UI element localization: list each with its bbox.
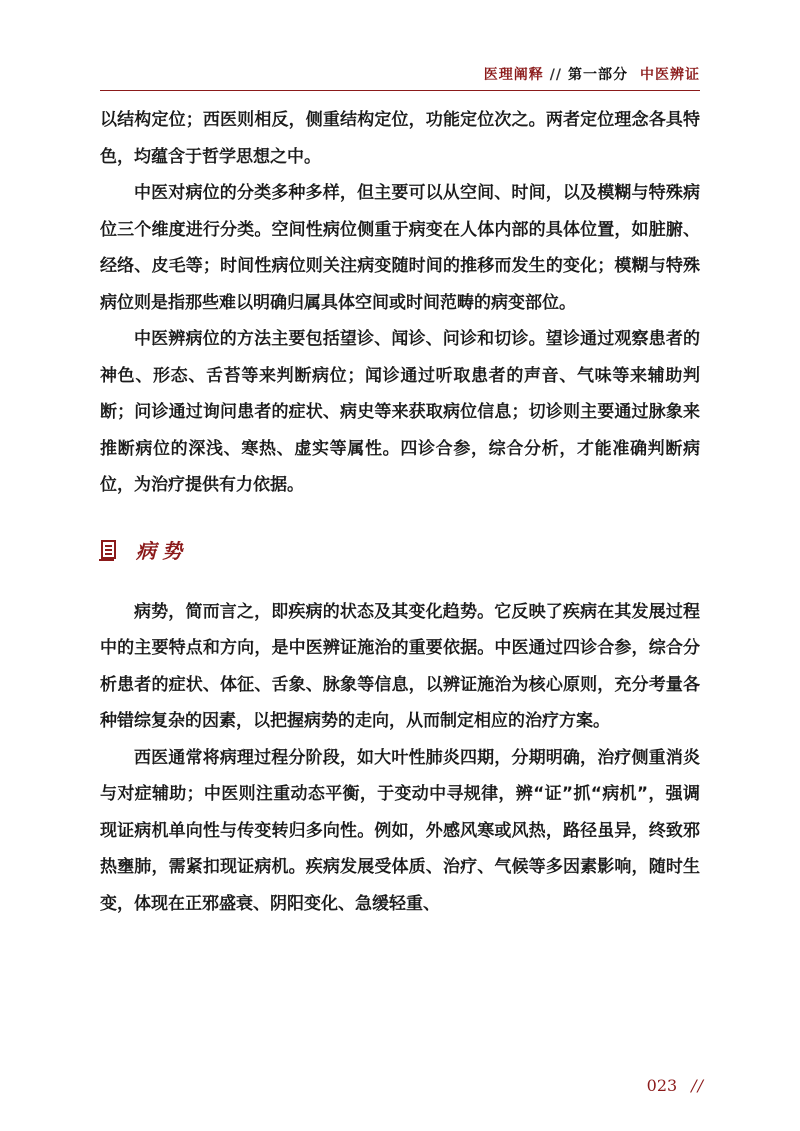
paragraph: 中医辨病位的方法主要包括望诊、闻诊、问诊和切诊。望诊通过观察患者的神色、形态、舌苔等来判断病位；闻诊通过听取患者的声音、气味等来辅助判断；问诊通过询问患者的症状、病史等来获取病位信息；切诊则主要通过脉象来推断病位的深浅、寒热、虚实等属性。四诊合参，综合分析，才能准确判断病位，为治疗提供有力依据。 xyxy=(100,329,700,495)
header-divider xyxy=(100,90,700,91)
paragraph: 病势，简而言之，即疾病的状态及其变化趋势。它反映了疾病在其发展过程中的主要特点和方向，是中医辨证施治的重要依据。中医通过四诊合参，综合分析患者的症状、体征、舌象、脉象等信息，以辨证施治为核心原则，充分考量各种错综复杂的因素，以把握病势的走向，从而制定相应的治疗方案。 xyxy=(100,601,700,731)
paragraph: 西医通常将病理过程分阶段，如大叶性肺炎四期，分期明确，治疗侧重消炎与对症辅助；中医则注重动态平衡，于变动中寻规律，辨“证”抓“病机”，强调现证病机单向性与传变转归多向性。例如，外感风寒或风热，路径虽异，终致邪热壅肺，需紧扣现证病机。疾病发展受体质、治疗、气候等多因素影响，随时生变，体现在正邪盛衰、阴阳变化、急缓轻重、 xyxy=(100,747,700,914)
header-book-title: 医理阐释 xyxy=(483,67,544,83)
page-body xyxy=(100,102,700,922)
header-part-title: 第一部分 xyxy=(568,67,628,83)
page-number: 023 xyxy=(646,1076,678,1095)
page-footer xyxy=(647,1076,704,1095)
section-title: 病势 xyxy=(136,539,188,563)
paragraph: 以结构定位；西医则相反，侧重结构定位，功能定位次之。两者定位理念各具特色，均蕴含于哲学思想之中。 xyxy=(100,110,700,167)
section-heading xyxy=(100,532,700,568)
footer-slashes: // xyxy=(691,1076,704,1095)
running-header xyxy=(484,64,700,84)
header-separator: // xyxy=(549,67,562,83)
header-chapter-title: 中医辨证 xyxy=(640,67,700,83)
paragraph: 中医对病位的分类多种多样，但主要可以从空间、时间，以及模糊与特殊病位三个维度进行分类。空间性病位侧重于病变在人体内部的具体位置，如脏腑、经络、皮毛等；时间性病位则关注病变随时间的推移而发生的变化；模糊与特殊病位则是指那些难以明确归属具体空间或时间范畴的病变部位。 xyxy=(100,183,700,313)
document-icon xyxy=(101,540,116,559)
